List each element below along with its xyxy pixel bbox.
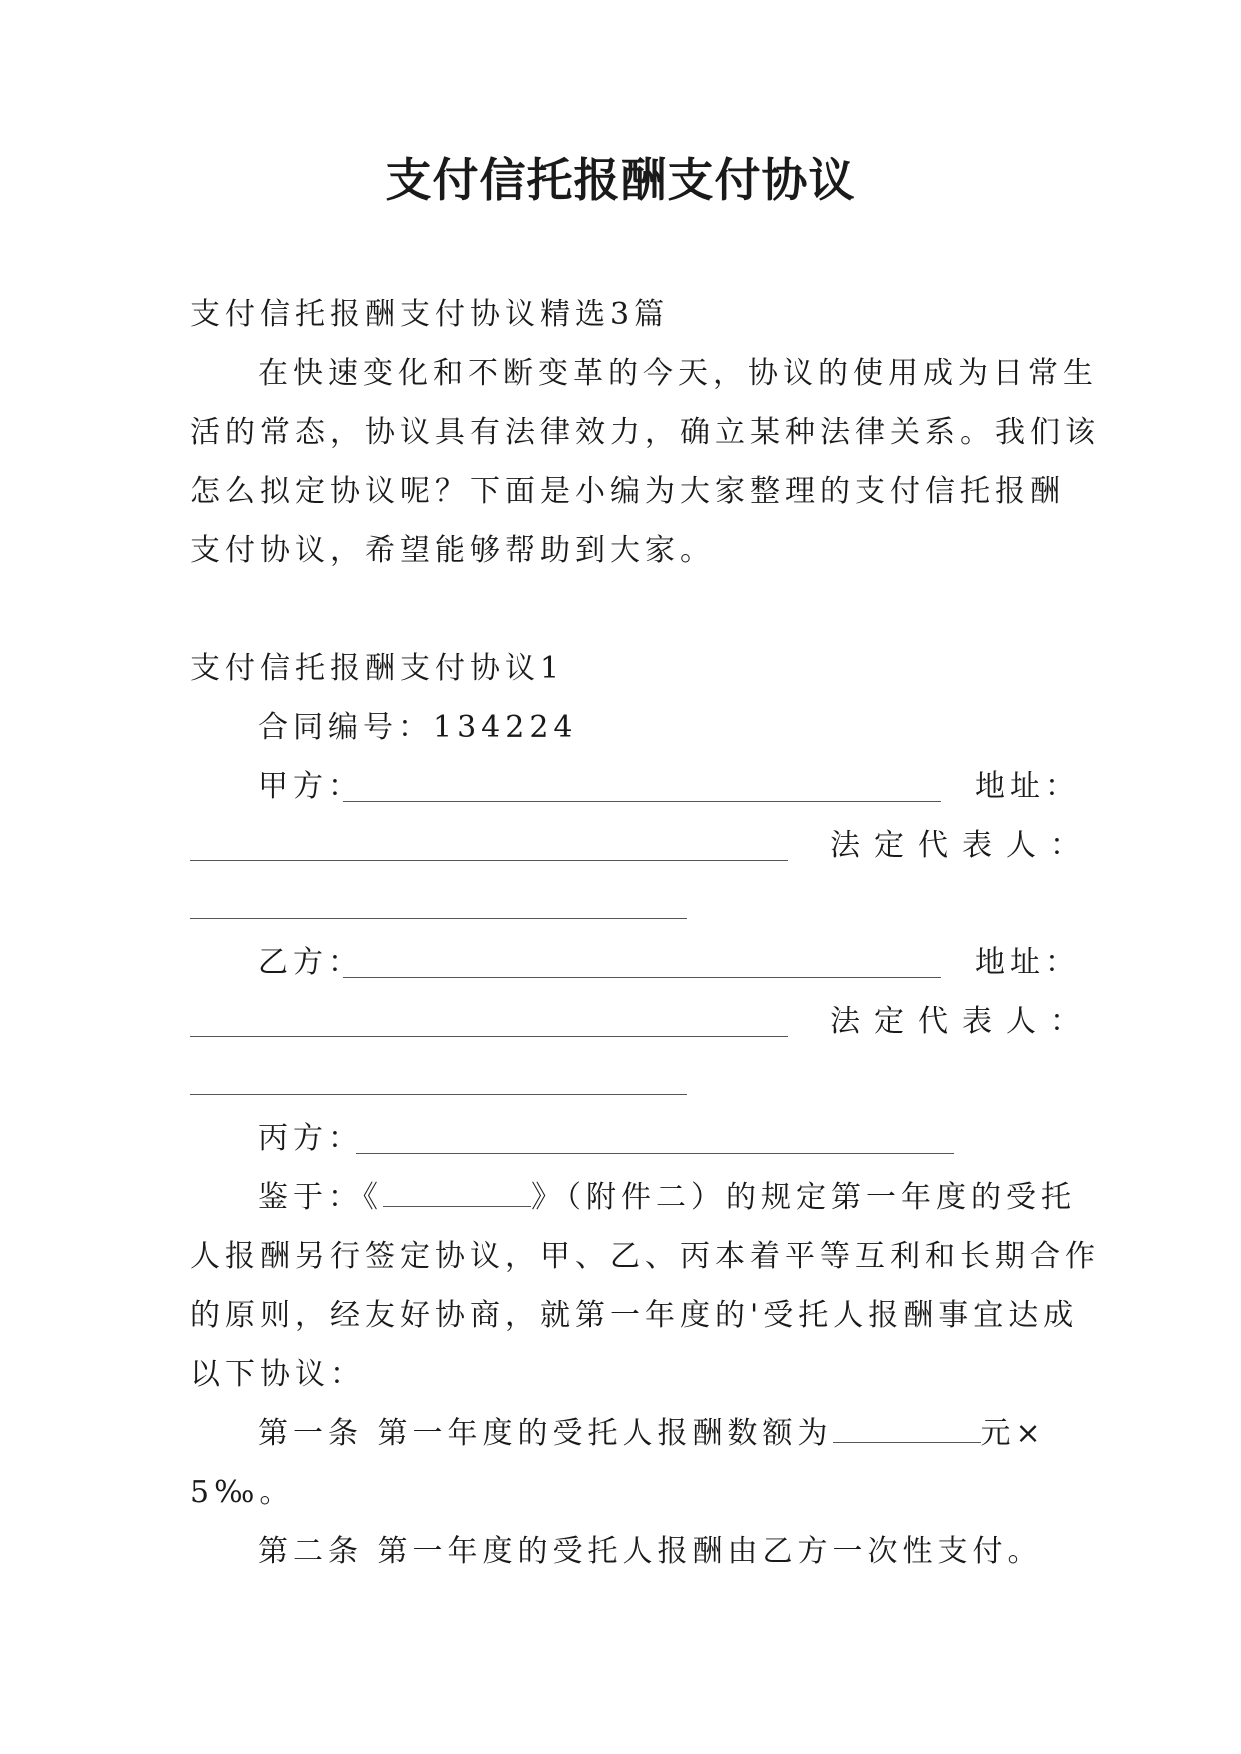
intro-line-1: 在快速变化和不断变革的今天，协议的使用成为日常生 <box>258 356 1098 391</box>
party-a-address-blank <box>190 860 788 861</box>
agreement-name-blank <box>383 1178 531 1207</box>
whereas-line-4: 以下协议： <box>190 1357 365 1392</box>
party-a-address-label: 地址： <box>975 769 1080 804</box>
party-c-label: 丙方： <box>258 1121 363 1156</box>
article-1-prefix: 第一条 第一年度的受托人报酬数额为 <box>258 1416 833 1451</box>
intro-line-2: 活的常态，协议具有法律效力，确立某种法律关系。我们该 <box>190 415 1100 450</box>
whereas-line-3: 的原则，经友好协商，就第一年度的'受托人报酬事宜达成 <box>190 1298 1079 1333</box>
article-1-line-1 <box>258 1414 1046 1454</box>
party-a-label: 甲方： <box>258 769 363 804</box>
intro-line-3: 怎么拟定协议呢？下面是小编为大家整理的支付信托报酬 <box>190 474 1065 509</box>
whereas-suffix: 》（附件二）的规定第一年度的受托 <box>531 1180 1076 1215</box>
party-b-address-blank <box>190 1036 788 1037</box>
party-a-blank <box>343 801 941 802</box>
contract-number: 合同编号：134224 <box>258 710 578 745</box>
whereas-line-1 <box>258 1178 1076 1218</box>
party-a-legal-rep-label: 法定代表人： <box>830 828 1094 863</box>
article-1-line-2: 5‰。 <box>190 1475 295 1510</box>
party-a-legal-rep-blank <box>190 918 687 919</box>
whereas-line-2: 人报酬另行签定协议，甲、乙、丙本着平等互利和长期合作 <box>190 1239 1100 1274</box>
party-b-address-label: 地址： <box>975 945 1080 980</box>
article-1-suffix: 元× <box>980 1416 1046 1451</box>
party-b-legal-rep-blank <box>190 1094 687 1095</box>
intro-line-4: 支付协议，希望能够帮助到大家。 <box>190 533 715 568</box>
party-b-blank <box>343 977 941 978</box>
section-heading: 支付信托报酬支付协议1 <box>190 651 565 686</box>
whereas-prefix: 鉴于：《 <box>258 1180 383 1215</box>
document-title: 支付信托报酬支付协议 <box>385 153 856 207</box>
party-b-label: 乙方： <box>258 945 363 980</box>
document-subtitle: 支付信托报酬支付协议精选3篇 <box>190 297 670 332</box>
article-1-amount-blank <box>833 1414 981 1443</box>
article-2: 第二条 第一年度的受托人报酬由乙方一次性支付。 <box>258 1534 1043 1569</box>
party-b-legal-rep-label: 法定代表人： <box>830 1004 1094 1039</box>
party-c-blank <box>356 1153 954 1154</box>
